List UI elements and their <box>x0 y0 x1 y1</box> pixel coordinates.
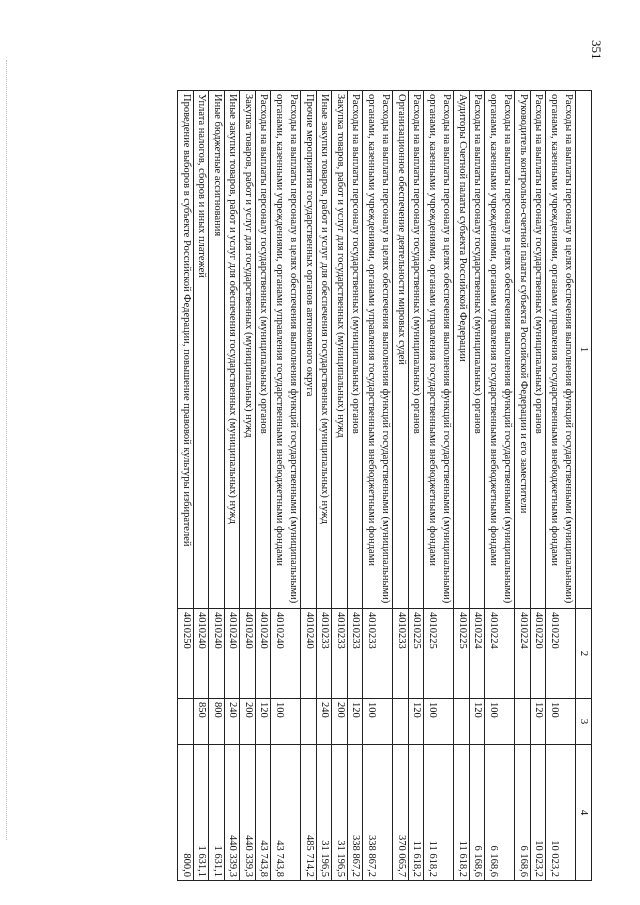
row-type-cell: 100 <box>424 699 454 745</box>
row-type-cell: 100 <box>363 699 393 745</box>
row-code-cell: 4010224 <box>470 609 486 699</box>
row-code-cell: 4010233 <box>317 609 333 699</box>
row-code-cell: 4010240 <box>256 609 272 699</box>
row-type-cell: 120 <box>409 699 425 745</box>
header-col-3: 3 <box>576 699 592 745</box>
row-type-cell <box>393 699 409 745</box>
table-row <box>393 91 409 881</box>
row-value-cell: 1 631,1 <box>194 745 210 881</box>
row-code-cell: 4010225 <box>454 609 470 699</box>
row-value-cell: 31 196,5 <box>332 745 348 881</box>
row-name-cell: Закупка товаров, работ и услуг для государственных (муниципальных) нужд <box>240 91 256 609</box>
row-name-cell: Руководитель контрольно-счетной палаты субъекта Российской Федерации и его заместители <box>515 91 531 609</box>
row-type-cell <box>178 699 194 745</box>
table-row <box>225 91 241 881</box>
budget-table <box>178 90 593 881</box>
row-name-cell: Расходы на выплаты персоналу государственных (муниципальных) органов <box>470 91 486 609</box>
row-type-cell: 120 <box>256 699 272 745</box>
row-name-cell: Расходы на выплаты персоналу государственных (муниципальных) органов <box>531 91 547 609</box>
table-row <box>454 91 470 881</box>
table-row <box>531 91 547 881</box>
row-value-cell: 1 631,1 <box>209 745 225 881</box>
table-header-row <box>576 91 592 881</box>
row-name-cell: Расходы на выплаты персоналу государственных (муниципальных) органов <box>409 91 425 609</box>
row-code-cell: 4010233 <box>363 609 393 699</box>
row-value-cell: 800,0 <box>178 745 194 881</box>
row-code-cell: 4010240 <box>225 609 241 699</box>
rotated-page-content <box>87 90 592 880</box>
row-code-cell: 4010233 <box>348 609 364 699</box>
row-name-cell: Проведение выборов в субъекте Российской Федерации, повышение правовой культуры избирателей <box>178 91 194 609</box>
row-code-cell: 4010220 <box>546 609 576 699</box>
row-code-cell: 4010233 <box>332 609 348 699</box>
table-row <box>332 91 348 881</box>
row-name-cell: Закупка товаров, работ и услуг для государственных (муниципальных) нужд <box>332 91 348 609</box>
row-value-cell: 370 065,7 <box>393 745 409 881</box>
table-row <box>271 91 301 881</box>
row-code-cell: 4010240 <box>301 609 317 699</box>
row-type-cell: 850 <box>194 699 210 745</box>
row-name-cell: Иные закупки товаров, работ и услуг для обеспечения государственных (муниципальных) нужд <box>317 91 333 609</box>
row-code-cell: 4010240 <box>194 609 210 699</box>
row-value-cell: 6 168,6 <box>470 745 486 881</box>
row-name-cell: Расходы на выплаты персоналу в целях обеспечения выполнения функций государственными (муниципальными) органами, казенными учреждениями, органами управления государственными внебюджетными фондами <box>485 91 515 609</box>
row-value-cell: 31 196,5 <box>317 745 333 881</box>
row-type-cell: 100 <box>271 699 301 745</box>
header-col-2: 2 <box>576 609 592 699</box>
row-name-cell: Организационное обеспечение деятельности мировых судей <box>393 91 409 609</box>
row-type-cell: 240 <box>317 699 333 745</box>
row-value-cell: 11 618,2 <box>454 745 470 881</box>
row-type-cell: 100 <box>546 699 576 745</box>
scan-edge-artifact <box>6 60 9 840</box>
row-code-cell: 4010225 <box>424 609 454 699</box>
row-name-cell: Расходы на выплаты персоналу в целях обеспечения выполнения функций государственными (муниципальными) органами, казенными учреждениями, органами управления государственными внебюджетными фондами <box>424 91 454 609</box>
row-value-cell: 43 743,8 <box>271 745 301 881</box>
row-type-cell <box>454 699 470 745</box>
row-type-cell: 200 <box>332 699 348 745</box>
row-code-cell: 4010225 <box>409 609 425 699</box>
row-type-cell: 120 <box>470 699 486 745</box>
row-name-cell: Иные закупки товаров, работ и услуг для обеспечения государственных (муниципальных) нужд <box>225 91 241 609</box>
row-value-cell: 10 023,2 <box>546 745 576 881</box>
row-code-cell: 4010224 <box>515 609 531 699</box>
row-code-cell: 4010250 <box>178 609 194 699</box>
table-row <box>348 91 364 881</box>
row-name-cell: Уплата налогов, сборов и иных платежей <box>194 91 210 609</box>
row-name-cell: Иные бюджетные ассигнования <box>209 91 225 609</box>
table-row <box>240 91 256 881</box>
row-value-cell: 338 867,2 <box>363 745 393 881</box>
row-code-cell: 4010224 <box>485 609 515 699</box>
row-name-cell: Расходы на выплаты персоналу государственных (муниципальных) органов <box>348 91 364 609</box>
row-code-cell: 4010240 <box>271 609 301 699</box>
row-code-cell: 4010233 <box>393 609 409 699</box>
row-name-cell: Прочие мероприятия государственных органов автономного округа <box>301 91 317 609</box>
row-code-cell: 4010240 <box>209 609 225 699</box>
row-type-cell: 100 <box>485 699 515 745</box>
table-row <box>301 91 317 881</box>
row-value-cell: 10 023,2 <box>531 745 547 881</box>
row-code-cell: 4010240 <box>240 609 256 699</box>
table-row <box>363 91 393 881</box>
row-code-cell: 4010220 <box>531 609 547 699</box>
row-name-cell: Расходы на выплаты персоналу государственных (муниципальных) органов <box>256 91 272 609</box>
row-name-cell: Расходы на выплаты персоналу в целях обеспечения выполнения функций государственными (муниципальными) органами, казенными учреждениями, органами управления государственными внебюджетными фондами <box>271 91 301 609</box>
row-value-cell: 6 168,6 <box>515 745 531 881</box>
header-col-4: 4 <box>576 745 592 881</box>
row-type-cell: 240 <box>225 699 241 745</box>
table-row <box>515 91 531 881</box>
row-type-cell: 120 <box>531 699 547 745</box>
page-number: 351 <box>589 40 604 60</box>
row-value-cell: 43 743,8 <box>256 745 272 881</box>
header-col-1: 1 <box>576 91 592 609</box>
row-type-cell: 200 <box>240 699 256 745</box>
row-value-cell: 11 618,2 <box>409 745 425 881</box>
row-type-cell: 800 <box>209 699 225 745</box>
row-name-cell: Расходы на выплаты персоналу в целях обеспечения выполнения функций государственными (муниципальными) органами, казенными учреждениями, органами управления государственными внебюджетными фондами <box>546 91 576 609</box>
row-value-cell: 6 168,6 <box>485 745 515 881</box>
row-value-cell: 338 867,2 <box>348 745 364 881</box>
table-row <box>470 91 486 881</box>
table-row <box>317 91 333 881</box>
table-row <box>178 91 194 881</box>
row-value-cell: 440 339,3 <box>225 745 241 881</box>
row-value-cell: 11 618,2 <box>424 745 454 881</box>
row-type-cell: 120 <box>348 699 364 745</box>
table-row <box>256 91 272 881</box>
table-row <box>485 91 515 881</box>
row-name-cell: Расходы на выплаты персоналу в целях обеспечения выполнения функций государственными (муниципальными) органами, казенными учреждениями, органами управления государственными внебюджетными фондами <box>363 91 393 609</box>
row-value-cell: 440 339,3 <box>240 745 256 881</box>
row-type-cell <box>515 699 531 745</box>
row-value-cell: 485 714,2 <box>301 745 317 881</box>
table-row <box>409 91 425 881</box>
table-row <box>209 91 225 881</box>
table-row <box>194 91 210 881</box>
table-row <box>424 91 454 881</box>
row-name-cell: Аудиторы Счетной палаты субъекта Российской Федерации <box>454 91 470 609</box>
table-row <box>546 91 576 881</box>
row-type-cell <box>301 699 317 745</box>
